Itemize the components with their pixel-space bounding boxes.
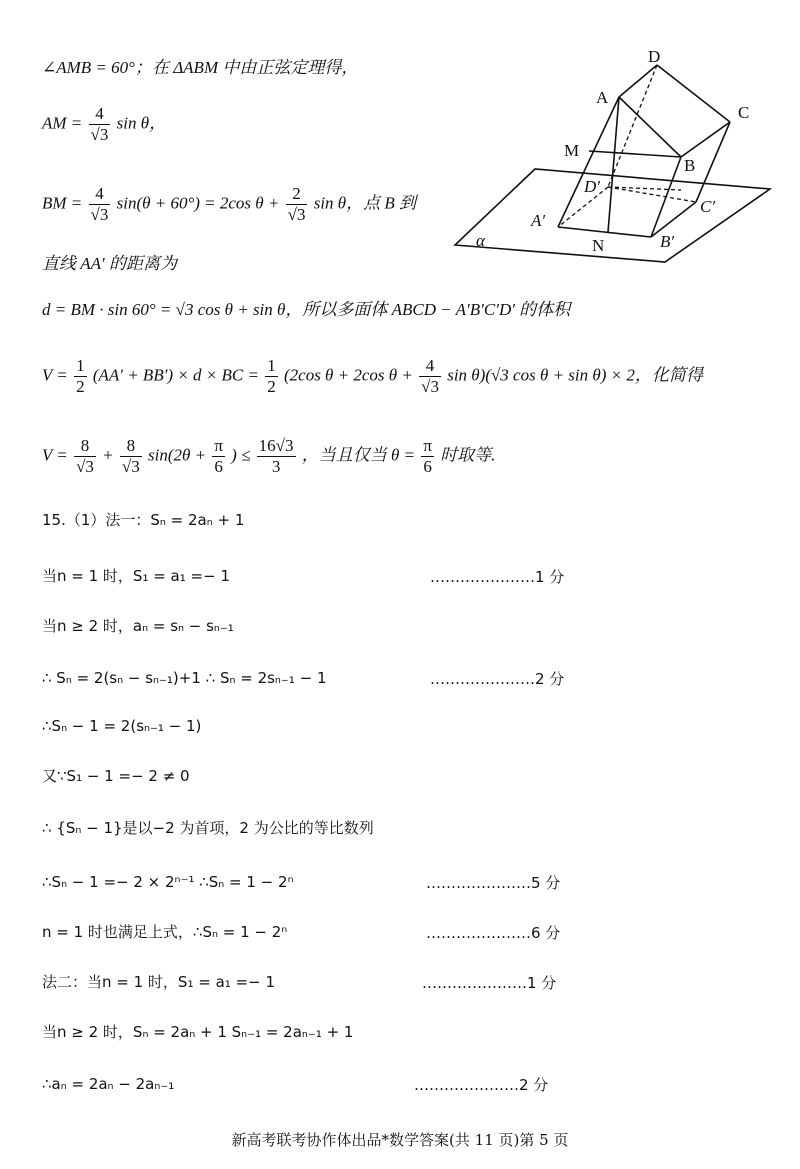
q15-line-5: ∴Sₙ − 1 = 2(sₙ₋₁ − 1) (42, 717, 202, 735)
q15-line-12: ∴aₙ = 2aₙ − 2aₙ₋₁ (42, 1075, 175, 1093)
formula-d: d = BM · sin 60° = √3 cos θ + sin θ，所以多面体 ABCD − A′B′C′D′ 的体积 (42, 300, 571, 319)
label-C1: C′ (700, 197, 716, 216)
formula-max-end: 时取等. (440, 445, 496, 465)
formula-am (42, 104, 166, 145)
score-2: …………………2 分 (430, 670, 565, 688)
text-line-angle: ∠AMB = 60°；在 ΔABM 中由正弦定理得， (42, 58, 359, 77)
edge-A1B1 (558, 227, 651, 237)
label-M: M (564, 141, 580, 160)
score-2b: …………………2 分 (414, 1076, 549, 1094)
formula-max-when: ，当且仅当 θ = (301, 445, 416, 465)
fraction: $\frac{8}{√3}$ (121, 436, 140, 476)
plus-sign: + (102, 445, 114, 465)
fraction: $\frac{4}{√3}$ (90, 184, 109, 224)
score-6: …………………6 分 (426, 924, 561, 942)
formula-bm-lhs: BM = (42, 193, 83, 213)
label-A1: A′ (531, 211, 546, 230)
q15-line-1: 15.（1）法一：Sₙ = 2aₙ + 1 (42, 511, 245, 529)
formula-am-lhs: AM = (42, 113, 83, 133)
formula-volume-lhs: V = (42, 365, 68, 385)
page-footer: 新高考联考协作体出品*数学答案(共 11 页)第 5 页 (231, 1131, 569, 1149)
label-D1: D′ (584, 177, 600, 196)
fraction: $\frac{4}{√3}$ (421, 356, 439, 396)
label-C: C (738, 103, 750, 122)
fraction: $\frac{\pi}{6}$ (214, 436, 223, 476)
formula-volume-mid2: (2cos θ + 2cos θ + (283, 365, 413, 385)
fraction: $\frac{2}{√3}$ (287, 184, 306, 224)
q15-line-9: n = 1 时也满足上式，∴Sₙ = 1 − 2ⁿ (42, 923, 288, 941)
score-5: …………………5 分 (426, 874, 561, 892)
formula-max-lhs: V = (42, 445, 68, 465)
polyhedron-figure (448, 40, 778, 270)
label-N: N (592, 236, 605, 255)
score-1b: …………………1 分 (422, 974, 557, 992)
fraction: $\frac{\pi}{6}$ (423, 436, 432, 476)
formula-am-rhs: sin θ， (116, 113, 167, 133)
edge-AD (619, 65, 657, 97)
formula-max-sin: sin(2θ + (147, 445, 207, 465)
formula-bm-rhs: sin θ，点 B 到 (313, 193, 417, 213)
fraction: $\frac{4}{√3}$ (90, 104, 109, 144)
segment-MB (589, 151, 681, 157)
q15-line-8: ∴Sₙ − 1 =− 2 × 2ⁿ⁻¹ ∴Sₙ = 1 − 2ⁿ (42, 873, 294, 891)
formula-volume-mid: (AA′ + BB′) × d × BC = (92, 365, 259, 385)
q15-line-11: 当n ≥ 2 时，Sₙ = 2aₙ + 1 Sₙ₋₁ = 2aₙ₋₁ + 1 (42, 1023, 354, 1041)
label-D: D (648, 47, 661, 66)
formula-volume (42, 356, 703, 397)
label-A: A (596, 88, 609, 107)
formula-bm-mid: sin(θ + 60°) = 2cos θ + (116, 193, 280, 213)
fraction: $\frac{1}{2}$ (267, 356, 276, 396)
formula-volume-max (42, 436, 495, 477)
formula-max-le: ) ≤ (231, 445, 251, 465)
q15-line-10: 法二：当n = 1 时，S₁ = a₁ =− 1 (42, 973, 275, 991)
q15-line-3: 当n ≥ 2 时，aₙ = sₙ − sₙ₋₁ (42, 617, 234, 635)
label-B: B (684, 156, 696, 175)
formula-volume-rhs: sin θ)(√3 cos θ + sin θ) × 2，化简得 (447, 365, 703, 385)
fraction: $\frac{8}{√3}$ (76, 436, 94, 476)
formula-bm (42, 184, 416, 225)
q15-line-7: ∴ {Sₙ − 1}是以−2 为首项，2 为公比的等比数列 (42, 819, 374, 837)
fraction: $\frac{1}{2}$ (76, 356, 85, 396)
q15-line-2: 当n = 1 时，S₁ = a₁ =− 1 (42, 567, 230, 585)
hidden-edge-D1A1 (558, 187, 608, 227)
text-line-distance: 直线 AA′ 的距离为 (42, 254, 177, 273)
score-1: …………………1 分 (430, 568, 565, 586)
q15-line-6: 又∵S₁ − 1 =− 2 ≠ 0 (42, 767, 190, 785)
label-alpha: α (476, 231, 485, 250)
edge-AB (619, 97, 681, 157)
q15-line-4: ∴ Sₙ = 2(sₙ − sₙ₋₁)+1 ∴ Sₙ = 2sₙ₋₁ − 1 (42, 669, 327, 687)
label-B1: B′ (660, 232, 675, 251)
fraction: $\frac{16√3}{3}$ (258, 436, 294, 476)
edge-DC (657, 65, 730, 122)
